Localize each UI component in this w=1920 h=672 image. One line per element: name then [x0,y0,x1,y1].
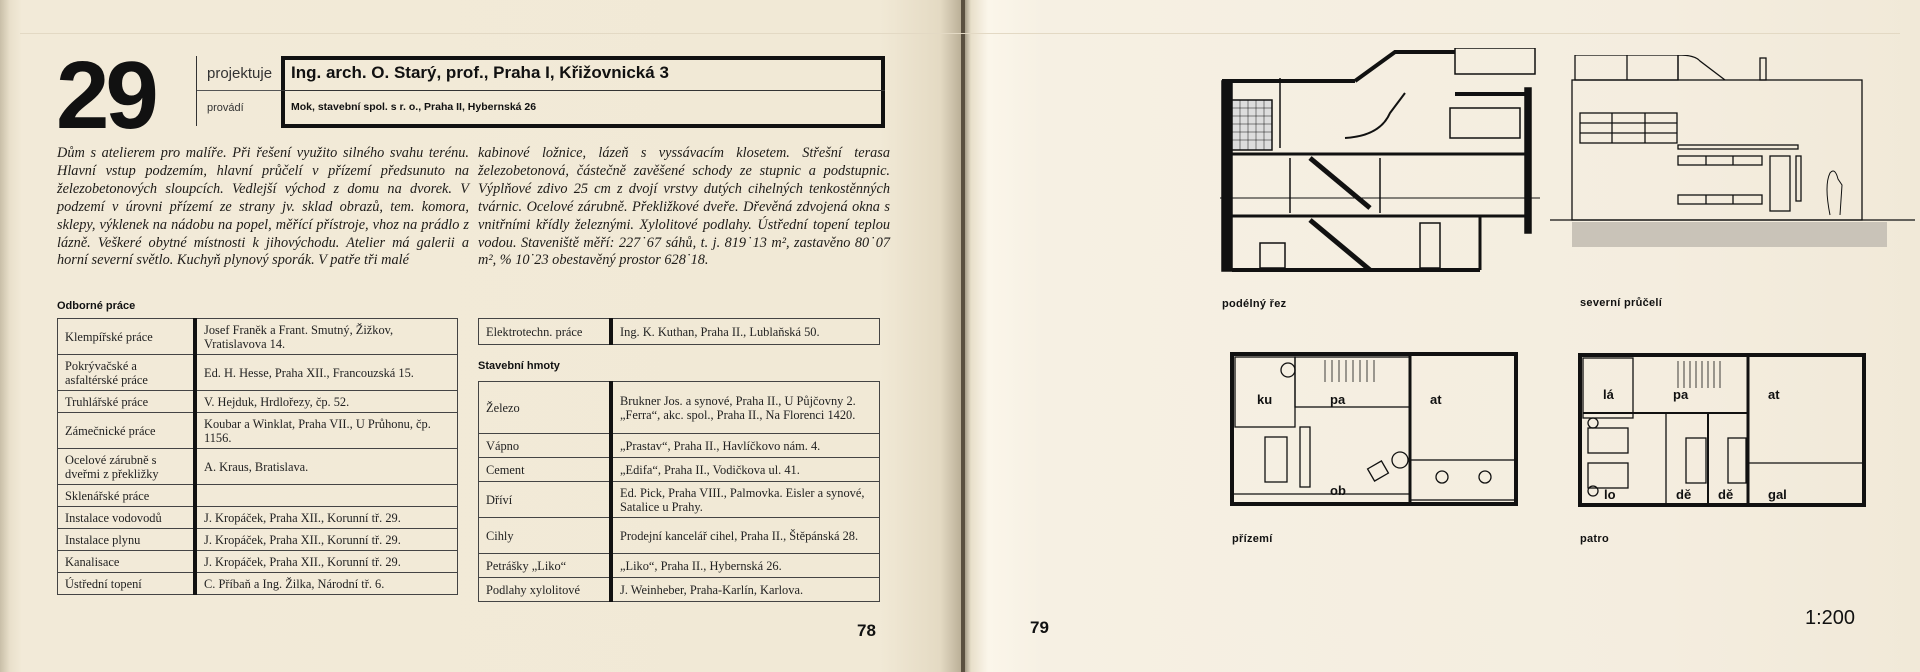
builder-row [197,91,289,125]
table-row [479,578,880,602]
room-label: pa [1673,387,1689,402]
section-caption: podélný řez [1222,298,1287,310]
stavebni-hmoty-table [478,381,880,602]
description-column-2: kabinové ložnice, lázeň s vyssávacím klosetem. Střešní terasa železobetonová, částečně zavěšené schody ze stupnic a podstupnic. Výplňové zdivo 25 cm z dvojí vrstvy dutých cihelných tenkostěnných tvárnic. Ocelové zárubně. Překližkové dveře. Dřevěná zdvojená okna s vnitřními křídly železnými. Xylolitové podlahy. Ústřední topení teplou vodou. Staveniště měří: 227˙67 sáhů, t. j. 819˙13 m², zastavěno 80˙07 m², % 10˙23 obestavěný prostor 628˙18. [478,145,890,269]
supplier-cell: J. Weinheber, Praha-Karlín, Karlova. [611,578,880,602]
room-label: dě [1676,487,1692,502]
table-row [58,391,458,413]
page-number-left: 78 [857,621,876,640]
room-label: gal [1768,487,1787,502]
trade-cell: Elektrotechn. práce [479,319,612,345]
table-row [58,529,458,551]
table-row [479,518,880,554]
material-cell: Železo [479,382,612,434]
table-row [479,319,880,345]
upper-floor-caption: patro [1580,533,1609,545]
table-row [58,413,458,449]
odborne-prace-title: Odborné práce [57,300,136,312]
designer-value: Ing. arch. O. Starý, prof., Praha I, Křižovnická 3 [291,63,669,82]
stavebni-hmoty-title: Stavební hmoty [478,360,560,372]
trade-cell: Truhlářské práce [58,391,196,413]
table-row [58,573,458,595]
material-cell: Vápno [479,434,612,458]
room-label: lo [1604,487,1616,502]
table-row [479,382,880,434]
material-cell: Dříví [479,482,612,518]
room-label: ku [1257,392,1273,407]
room-label: pa [1330,392,1346,407]
trade-cell: Instalace vodovodů [58,507,196,529]
material-cell: Cihly [479,518,612,554]
room-label: at [1430,392,1442,407]
book-gutter [961,0,965,672]
ground-floor-plan [1230,352,1520,507]
room-label: lá [1603,387,1614,402]
trade-cell: Sklenářské práce [58,485,196,507]
contractor-cell: J. Kropáček, Praha XII., Korunní tř. 29. [195,507,458,529]
upper-floor-plan [1578,353,1868,508]
table-row [58,551,458,573]
trade-cell: Zámečnické práce [58,413,196,449]
contractor-cell: Josef Franěk a Frant. Smutný, Žižkov, Vratislavova 14. [195,319,458,355]
designer-row [197,56,289,90]
trade-cell: Ústřední topení [58,573,196,595]
material-cell: Cement [479,458,612,482]
top-fold-line [20,33,1900,34]
contractor-cell: Koubar a Winklat, Praha VII., U Průhonu, čp. 1156. [195,413,458,449]
north-elevation-drawing [1550,55,1920,250]
supplier-cell: Brukner Jos. a synové, Praha II., U Půjčovny 2. „Ferra“, akc. spol., Praha II., Na Florenci 1420. [611,382,880,434]
room-label: ob [1330,483,1346,498]
designer-label: projektuje [207,64,273,82]
elevation-caption: severní průčelí [1580,297,1663,309]
trade-cell: Pokrývačské a asfaltérské práce [58,355,196,391]
trade-cell: Instalace plynu [58,529,196,551]
table-row [58,449,458,485]
contractor-cell: J. Kropáček, Praha XII., Korunní tř. 29. [195,529,458,551]
odborne-prace-table [57,318,458,595]
supplier-cell: Ed. Pick, Praha VIII., Palmovka. Eisler a synové, Satalice u Prahy. [611,482,880,518]
credits-header [196,56,881,126]
contractor-cell: J. Kropáček, Praha XII., Korunní tř. 29. [195,551,458,573]
contractor-cell: C. Příbaň a Ing. Žilka, Národní tř. 6. [195,573,458,595]
room-label: dě [1718,487,1734,502]
room-label: at [1768,387,1780,402]
ground-floor-caption: přízemí [1232,533,1273,545]
entry-number: 29 [56,42,155,149]
material-cell: Podlahy xylolitové [479,578,612,602]
elektro-table [478,318,880,345]
table-row [58,319,458,355]
supplier-cell: Prodejní kancelář cihel, Praha II., Štěpánská 28. [611,518,880,554]
builder-value: Mok, stavební spol. s r. o., Praha II, Hybernská 26 [291,101,537,113]
supplier-cell: „Prastav“, Praha II., Havlíčkovo nám. 4. [611,434,880,458]
contractor-cell [195,485,458,507]
table-row [479,458,880,482]
description-column-1: Dům s atelierem pro malíře. Při řešení využito silného svahu terénu. Hlavní vstup podzemím, hlavní průčelí v přízemí předsunuto na železobetonových sloupcích. Vedlejší východ z domu na dvorek. V podzemí v úrovni přízemí ze strany jv. sklad obrazů, tem. komora, sklepy, výklenek na nádobu na popel, měřící přístroje, vhoz na prádlo z lázně. Veškeré obytné místnosti k jihovýchodu. Atelier má galerii a horní severní světlo. Kuchyň plynový sporák. V patře tři malé [57,145,469,269]
builder-label: provádí [207,102,244,114]
contractor-cell: Ed. H. Hesse, Praha XII., Francouzská 15. [195,355,458,391]
material-cell: Petrášky „Liko“ [479,554,612,578]
supplier-cell: „Edifa“, Praha II., Vodičkova ul. 41. [611,458,880,482]
table-row [58,485,458,507]
trade-cell: Ocelové zárubně s dveřmi z překližky [58,449,196,485]
contractor-cell: Ing. K. Kuthan, Praha II., Lublaňská 50. [611,319,880,345]
table-row [58,507,458,529]
scale-label: 1:200 [1805,607,1856,629]
table-row [58,355,458,391]
supplier-cell: „Liko“, Praha II., Hybernská 26. [611,554,880,578]
longitudinal-section-drawing [1220,48,1540,278]
credits-box-divider [281,90,885,91]
trade-cell: Klempířské práce [58,319,196,355]
table-row [479,482,880,518]
table-row [479,554,880,578]
table-row [479,434,880,458]
contractor-cell: A. Kraus, Bratislava. [195,449,458,485]
page-number-right: 79 [1030,618,1049,637]
trade-cell: Kanalisace [58,551,196,573]
contractor-cell: V. Hejduk, Hrdlořezy, čp. 52. [195,391,458,413]
